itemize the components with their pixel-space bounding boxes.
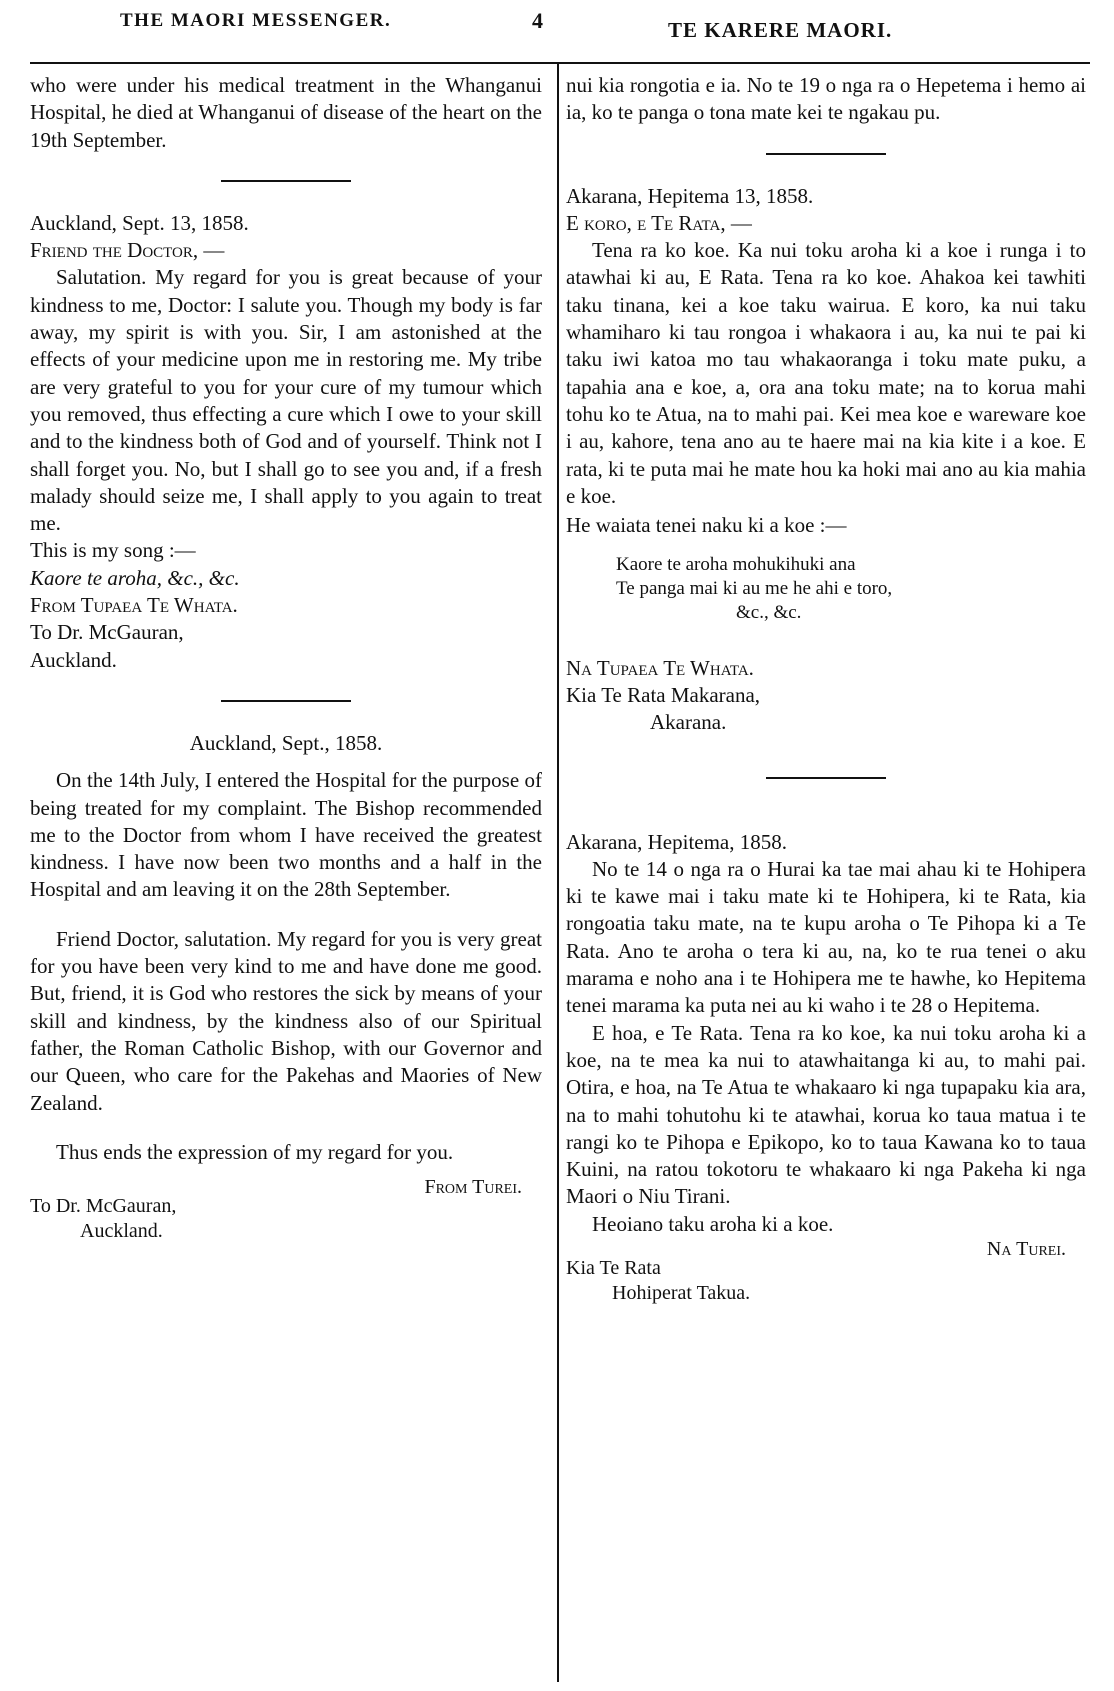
letter-addressee-place: Auckland.	[80, 1220, 163, 1243]
song-line: Kaore te aroha mohukihuki ana	[616, 554, 856, 576]
letter-turei-english	[30, 730, 542, 1246]
song-intro: He waiata tenei naku ki a koe :—	[566, 513, 847, 538]
maori-column	[566, 72, 1086, 1308]
song-line: Kaore te aroha, &c., &c.	[30, 565, 240, 590]
letter-salutation: Friend the Doctor, —	[30, 238, 225, 263]
letter-addressee-place: Akarana.	[650, 710, 727, 735]
letter-addressee: To Dr. McGauran,	[30, 1195, 177, 1218]
section-separator	[766, 153, 886, 155]
song-verse	[616, 553, 1086, 624]
section-separator	[221, 180, 351, 182]
letter-addressee-place: Auckland.	[30, 647, 117, 672]
letter-signature: Na Turei.	[986, 1238, 1066, 1261]
header-title-english: THE MAORI MESSENGER.	[120, 10, 392, 31]
letter-paragraph: Thus ends the expression of my regard for you.	[56, 1139, 454, 1164]
section-separator	[221, 700, 351, 702]
letter-signature: From Tupaea Te Whata.	[30, 593, 238, 618]
section-separator	[766, 777, 886, 779]
letter-closing	[566, 1238, 1086, 1308]
header-rule	[30, 62, 1090, 64]
letter-dateline: Akarana, Hepitema 13, 1858.	[566, 183, 814, 208]
letter-paragraph: E hoa, e Te Rata. Tena ra ko koe, ka nui toku aroha ki a koe, na te mea ka nui to atawhaitanga ki au, to mahi pai. Otira, e hoa, na Te Atua te whakaaro ki nga tupapaku kia ara, na to mahi tohutohu ki te atawhai, korua ko taua matua i te rangi ko te Pihopa e Epikopo, ko to taua Kawana ko to taua Kuini, na ratou tokotoru te whakaaro ki nga Pakeha ki nga Maori o Niu Tirani.	[566, 1020, 1086, 1209]
letter-addressee-block	[566, 1256, 750, 1306]
letter-addressee: Kia Te Rata	[566, 1257, 661, 1280]
english-column	[30, 72, 542, 1246]
letter-signature: Na Tupaea Te Whata.	[566, 655, 754, 680]
page-number: 4	[532, 8, 543, 33]
letter-addressee: Kia Te Rata Makarana,	[566, 683, 761, 707]
letter-dateline: Auckland, Sept. 13, 1858.	[30, 210, 249, 235]
continued-paragraph: nui kia rongotia e ia. No te 19 o nga ra o Hepetema i hemo ai ia, ko te panga o tona mate kei te ngakau pu.	[566, 73, 1086, 125]
letter-paragraph: Heoiano taku aroha ki a koe.	[592, 1211, 834, 1236]
letter-addressee-place: Hohiperat Takua.	[612, 1282, 751, 1305]
letter-body: Tena ra ko koe. Ka nui toku aroha ki a koe i runga i to atawhai ki au, E Rata. Tena ra ko koe. Ahakoa kei tawhiti taku tinana, kei a koe taku wairua. E koro, ka nui taku whamiharo ki tau rongoa i whakaora i au, ka nui te pai ki taku iwi katoa mo tau whakaoranga i toku mate puku, a tapahia ana e koe, a, ora ana toku mate; na to korua mahi tohu ko te Atua, na to mahi pai. Kei mea koe e wareware koe i au, kahore, tena ano au te haere mai na kia kite i a koe. E rata, ki te puta mai he mate hou ka hoki mai ano au kia mahia e koe.	[566, 238, 1086, 508]
letter-tupaea-maori	[566, 183, 1086, 737]
page-header	[0, 4, 1114, 44]
column-divider	[557, 62, 559, 1682]
letter-body: Salutation. My regard for you is great because of your kindness to me, Doctor: I salute you. Though my body is far away, my spirit is with you. Sir, I am astonished at the effects of your medicine upon me in restoring me. My tribe are very grateful to you for your cure of my tumour which you removed, thus effecting a cure which I owe to your skill and to the kindness both of God and of yourself. Think not I shall forget you. No, but I shall go to see you and, if a fresh malady should seize me, I shall apply to you again to treat me.	[30, 265, 542, 536]
letter-paragraph: No te 14 o nga ra o Hurai ka tae mai ahau ki te Hohipera ki te kawe mai i taku mate ki te Hohipera, ki te Rata, kia rongoatia taku mate, na te kupu aroha o Te Pihopa ki a Te Rata. Ano te aroha o tera ki au, na, ko te rua tenei o aku marama e noho ana i te Hohipera me te hawhe, ko Hepitema tenei marama ka puta nei au ki waho i te 28 o Hepitema.	[566, 856, 1086, 1018]
letter-turei-maori	[566, 807, 1086, 1308]
song-line: Te panga mai ki au me he ahi e toro,	[616, 578, 893, 600]
letter-paragraph: On the 14th July, I entered the Hospital for the purpose of being treated for my complaint. The Bishop recommended me to the Doctor from whom I have received the greatest kindness. I have now been two months and a half in the Hospital and am leaving it on the 28th September.	[30, 768, 542, 902]
letter-closing	[30, 1176, 542, 1246]
letter-paragraph: Friend Doctor, salutation. My regard for you is very great for you have been very kind to me and have done me good. But, friend, it is God who restores the sick by means of your skill and kindness, by the kindness also of our Spiritual father, the Roman Catholic Bishop, with our Governor and our Queen, who care for the Pakehas and Maories of New Zealand.	[30, 926, 542, 1115]
letter-dateline: Auckland, Sept., 1858.	[189, 730, 383, 755]
song-line: &c., &c.	[736, 601, 802, 623]
letter-signature: From Turei.	[424, 1176, 522, 1199]
continued-paragraph: who were under his medical treatment in the Whanganui Hospital, he died at Whanganui of disease of the heart on the 19th September.	[30, 73, 542, 152]
letter-addressee-block	[30, 1194, 176, 1244]
letter-salutation: E koro, e Te Rata, —	[566, 210, 752, 235]
letter-addressee: To Dr. McGauran,	[30, 620, 184, 645]
song-intro: This is my song :—	[30, 538, 196, 563]
letter-dateline: Akarana, Hepitema, 1858.	[566, 829, 788, 854]
letter-tupaea-english	[30, 210, 542, 674]
header-title-maori: TE KARERE MAORI.	[668, 18, 893, 42]
